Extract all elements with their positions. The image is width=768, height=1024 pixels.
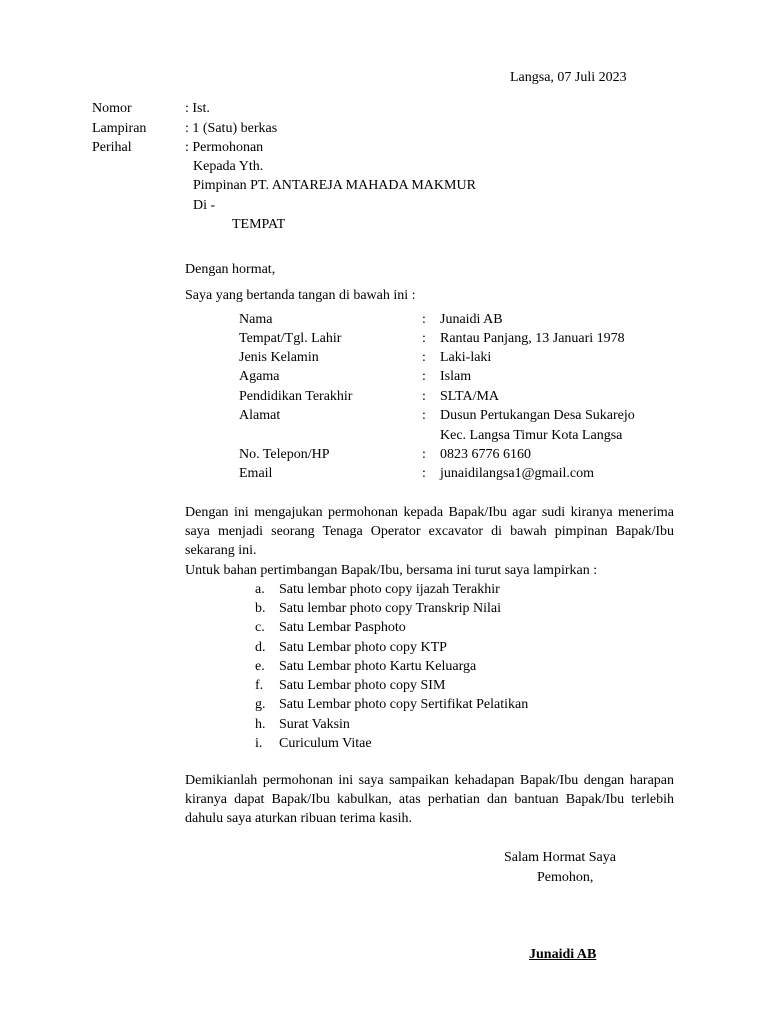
identity-label: Agama	[239, 369, 280, 384]
identity-label: Pendidikan Terakhir	[239, 389, 353, 404]
list-marker: i.	[255, 736, 263, 751]
recipient-line: Di -	[193, 198, 216, 213]
header-value: : 1 (Satu) berkas	[185, 121, 278, 136]
identity-sep: :	[422, 312, 426, 327]
identity-value: Laki-laki	[440, 350, 492, 365]
header-label: Lampiran	[92, 121, 147, 136]
signoff-role: Pemohon,	[537, 870, 594, 885]
identity-sep: :	[422, 408, 426, 423]
list-item	[0, 580, 768, 599]
header-label: Perihal	[92, 140, 132, 155]
list-marker: h.	[255, 717, 266, 732]
list-marker: b.	[255, 601, 266, 616]
identity-sep: :	[422, 389, 426, 404]
identity-row	[0, 445, 768, 464]
list-text: Satu Lembar photo copy KTP	[279, 640, 447, 655]
identity-sep: :	[422, 331, 426, 346]
identity-sep: :	[422, 350, 426, 365]
greeting: Dengan hormat,	[185, 262, 276, 277]
list-text: Satu Lembar photo copy Sertifikat Pelatikan	[279, 697, 529, 712]
identity-label: No. Telepon/HP	[239, 447, 330, 462]
identity-value: Rantau Panjang, 13 Januari 1978	[440, 331, 625, 346]
list-text: Satu Lembar photo copy SIM	[279, 678, 446, 693]
list-item	[0, 599, 768, 618]
identity-label: Jenis Kelamin	[239, 350, 319, 365]
identity-row	[0, 367, 768, 386]
list-item	[0, 618, 768, 637]
body-paragraph: Dengan ini mengajukan permohonan kepada Bapak/Ibu agar sudi kiranya menerima saya menjadi seorang Tenaga Operator excavator di bawah pimpinan Bapak/Ibu sekarang ini.	[185, 505, 674, 558]
identity-sep: :	[422, 369, 426, 384]
identity-label: Alamat	[239, 408, 281, 423]
signatory-name: Junaidi AB	[529, 947, 597, 962]
identity-row	[0, 387, 768, 406]
identity-row	[0, 464, 768, 483]
list-text: Satu Lembar Pasphoto	[279, 620, 406, 635]
list-marker: c.	[255, 620, 265, 635]
list-marker: a.	[255, 582, 265, 597]
recipient-place: TEMPAT	[232, 217, 286, 232]
list-marker: g.	[255, 697, 266, 712]
identity-row	[0, 406, 768, 425]
header-row-perihal	[0, 138, 768, 157]
list-item	[0, 638, 768, 657]
header-row-nomor	[0, 99, 768, 118]
list-marker: f.	[255, 678, 264, 693]
identity-value: 0823 6776 6160	[440, 447, 531, 462]
identity-value: junaidilangsa1@gmail.com	[440, 466, 595, 481]
recipient-line: Kepada Yth.	[193, 159, 264, 174]
list-text: Surat Vaksin	[279, 717, 350, 732]
list-text: Satu lembar photo copy Transkrip Nilai	[279, 601, 502, 616]
identity-value: Kec. Langsa Timur Kota Langsa	[440, 428, 623, 443]
list-text: Satu Lembar photo Kartu Keluarga	[279, 659, 477, 674]
identity-value: Islam	[440, 369, 472, 384]
list-item	[0, 734, 768, 753]
header-value: : Ist.	[185, 101, 210, 116]
identity-value: Dusun Pertukangan Desa Sukarejo	[440, 408, 635, 423]
recipient-company: Pimpinan PT. ANTAREJA MAHADA MAKMUR	[193, 178, 476, 193]
list-item	[0, 657, 768, 676]
attachments-intro: Untuk bahan pertimbangan Bapak/Ibu, bersama ini turut saya lampirkan :	[185, 563, 598, 578]
list-text: Satu lembar photo copy ijazah Terakhir	[279, 582, 500, 597]
header-row-lampiran	[0, 119, 768, 138]
header-value: : Permohonan	[185, 140, 264, 155]
list-marker: d.	[255, 640, 266, 655]
list-item	[0, 695, 768, 714]
identity-row	[0, 426, 768, 445]
header-label: Nomor	[92, 101, 132, 116]
list-text: Curiculum Vitae	[279, 736, 372, 751]
identity-label: Tempat/Tgl. Lahir	[239, 331, 342, 346]
identity-row	[0, 310, 768, 329]
list-marker: e.	[255, 659, 265, 674]
list-item	[0, 676, 768, 695]
identity-row	[0, 348, 768, 367]
identity-label: Nama	[239, 312, 273, 327]
closing-paragraph: Demikianlah permohonan ini saya sampaikan kehadapan Bapak/Ibu dengan harapan kiranya dapat Bapak/Ibu kabulkan, atas perhatian dan bantuan Bapak/Ibu terlebih dahulu saya aturkan ribuan terima kasih.	[185, 773, 674, 826]
signoff-salutation: Salam Hormat Saya	[504, 850, 616, 865]
intro-line: Saya yang bertanda tangan di bawah ini :	[185, 288, 416, 303]
identity-label: Email	[239, 466, 273, 481]
identity-value: SLTA/MA	[440, 389, 500, 404]
identity-value: Junaidi AB	[440, 312, 503, 327]
identity-row	[0, 329, 768, 348]
identity-sep: :	[422, 447, 426, 462]
list-item	[0, 715, 768, 734]
identity-sep: :	[422, 466, 426, 481]
letter-date: Langsa, 07 Juli 2023	[510, 70, 627, 85]
